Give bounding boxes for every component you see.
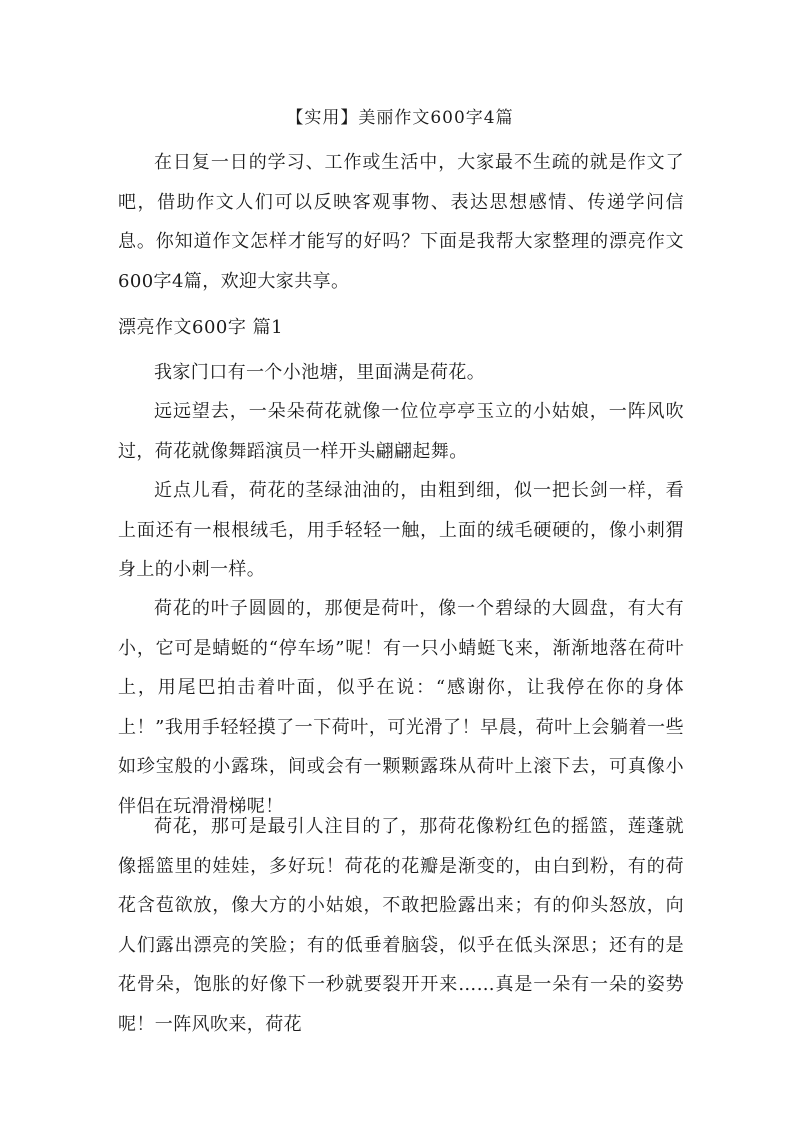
intro-paragraph: 在日复一日的学习、工作或生活中，大家最不生疏的就是作文了吧，借助作文人们可以反映客观事物、表达思想感情、传递学问信息。你知道作文怎样才能写的好吗？下面是我帮大家整理的漂亮作文600字4篇，欢迎大家共享。 [118,152,684,292]
document-title: 【实用】美丽作文600字4篇 [286,108,514,128]
body-paragraph-5: 荷花，那可是最引人注目的了，那荷花像粉红色的摇篮，莲蓬就像摇篮里的娃娃，多好玩！荷花的花瓣是渐变的，由白到粉，有的荷花含苞欲放，像大方的小姑娘，不敢把脸露出来；有的仰头怒放，向人们露出漂亮的笑脸；有的低垂着脑袋，似乎在低头深思；还有的是花骨朵，饱胀的好像下一秒就要裂开开来……真是一朵有一朵的姿势呢！一阵风吹来，荷花 [118,816,684,1035]
body-paragraph-3: 近点儿看，荷花的茎绿油油的，由粗到细，似一把长剑一样，看上面还有一根根绒毛，用手轻轻一触，上面的绒毛硬硬的，像小刺猬身上的小刺一样。 [118,480,684,581]
body-paragraph-1: 我家门口有一个小池塘，里面满是荷花。 [154,362,486,383]
body-paragraph-4: 荷花的叶子圆圆的，那便是荷叶，像一个碧绿的大圆盘，有大有小，它可是蜻蜓的“停车场”呢！有一只小蜻蜓飞来，渐渐地落在荷叶上，用尾巴拍击着叶面，似乎在说：“感谢你，让我停在你的身体上！”我用手轻轻摸了一下荷叶，可光滑了！早晨，荷叶上会躺着一些如珍宝般的小露珠，间或会有一颗颗露珠从荷叶上滚下去，可真像小伴侣在玩滑滑梯呢！ [118,598,684,817]
section-heading: 漂亮作文600字 篇1 [118,317,284,338]
body-paragraph-2: 远远望去，一朵朵荷花就像一位位亭亭玉立的小姑娘，一阵风吹过，荷花就像舞蹈演员一样开头翩翩起舞。 [118,401,684,462]
